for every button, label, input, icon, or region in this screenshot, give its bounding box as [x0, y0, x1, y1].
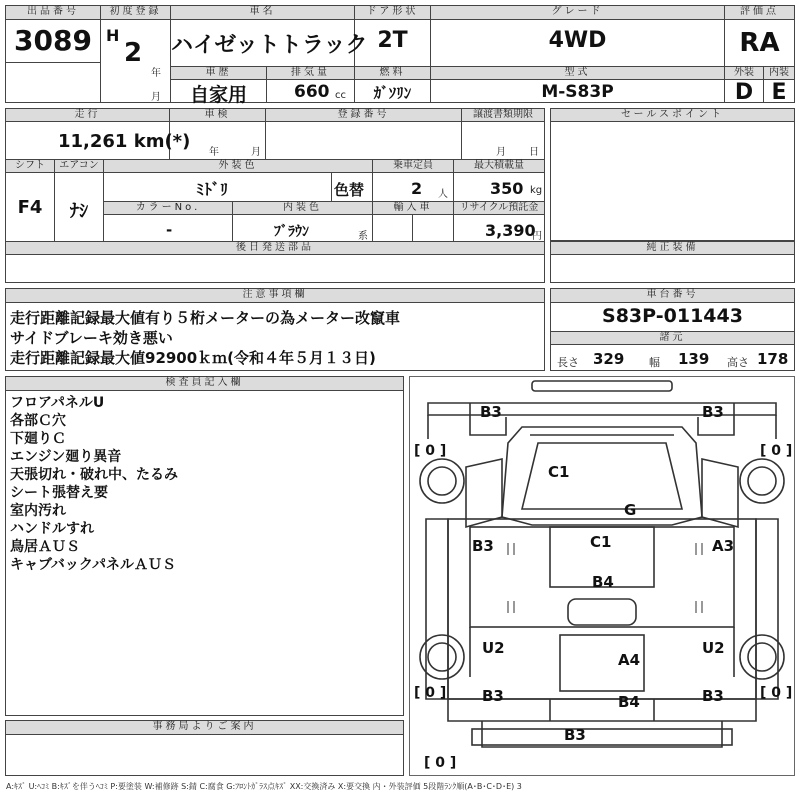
mark-rear-left-side: U2 [482, 639, 505, 657]
displacement-label: 排気量 [267, 67, 354, 80]
tire-rear-right: [ 0 ] [760, 685, 793, 701]
shift: F4 [17, 197, 43, 218]
door-label: ドア形状 [355, 6, 430, 20]
mark-bed-floor: A4 [618, 651, 641, 669]
sales-point-box [550, 108, 795, 241]
top-block [5, 5, 795, 106]
import-label: 輸入車 [373, 202, 453, 215]
era-letter: H [106, 26, 120, 45]
car-name-label: 車名 [171, 6, 354, 20]
shift-label: シフト [6, 160, 54, 173]
note-line-3: 走行距離記録最大値92900ｋｍ(令和４年５月１３日) [10, 349, 376, 367]
mark-roof: C1 [590, 533, 612, 551]
exterior-label: 外装 [725, 67, 763, 80]
interior-color: ﾌﾞﾗｳﾝ [274, 224, 309, 240]
note-line-1: 走行距離記録最大値有り５桁メーターの為メーター改竄車 [10, 309, 401, 327]
mark-rear-bumper: B3 [564, 726, 586, 744]
transfer-day-unit: 日 [529, 147, 539, 158]
exterior-grade: D [734, 80, 754, 105]
genuine-equipment-label: 純正装備 [551, 242, 794, 255]
interior-color-unit: 系 [358, 231, 368, 242]
inspector-line-1: フロアパネルU [10, 395, 105, 411]
inspector-line-9: 鳥居ＡＵＳ [10, 539, 80, 555]
damage-diagram-box [409, 376, 795, 776]
max-load-label: 最大積載量 [454, 160, 544, 173]
mark-cab-front: C1 [548, 463, 570, 481]
capacity-unit: 人 [438, 189, 448, 200]
inspector-line-2: 各部Ｃ穴 [10, 413, 66, 429]
mark-bed-left: B3 [472, 537, 494, 555]
year-unit: 年 [151, 68, 161, 79]
lot-number-label: 出品番号 [6, 6, 100, 20]
interior-grade: E [771, 80, 787, 105]
dimensions-label: 諸元 [551, 332, 794, 345]
length: 329 [593, 350, 625, 368]
grade: 4WD [548, 28, 607, 53]
width-label: 幅 [649, 356, 660, 369]
length-label: 長さ [557, 356, 579, 369]
inspector-line-4: エンジン廻り異音 [10, 449, 122, 465]
inspector-line-5: 天張切れ・破れ中、たるみ [10, 467, 178, 483]
exterior-color: ﾐﾄﾞﾘ [196, 180, 229, 199]
transfer-month-unit: 月 [496, 147, 506, 158]
mark-bed-right: A3 [712, 537, 735, 555]
inspector-line-10: キャブバックパネルＡＵＳ [10, 557, 177, 573]
inspector-line-3: 下廻りＣ [10, 431, 66, 447]
legend-footer: A:ｷｽﾞ U:ﾍｺﾐ B:ｷｽﾞを伴うﾍｺﾐ P:要塗装 W:補修跡 S:錆 C:腐食 G:ﾌﾛﾝﾄｶﾞﾗｽ点ｷｽﾞ XX:交換済み X:要交換 内・外装評価 5段階ﾗﾝｸ順(A･B･C･D･E) 3 [6, 782, 522, 791]
fuel-label: 燃料 [355, 67, 430, 80]
score: RA [739, 28, 780, 58]
cc-unit: cc [335, 90, 346, 101]
color-number: - [166, 221, 173, 239]
capacity-label: 乗車定員 [373, 160, 453, 173]
month-unit: 月 [151, 92, 161, 103]
history: 自家用 [189, 84, 247, 106]
displacement: 660 [294, 82, 330, 102]
mark-rear-right: B3 [702, 687, 724, 705]
max-load: 350 [490, 179, 524, 198]
recycle-deposit-label: リサイクル預託金 [454, 202, 544, 215]
mid-block [5, 108, 545, 283]
mark-tailgate: B4 [618, 693, 640, 711]
aircon-label: エアコン [55, 160, 103, 173]
chassis-box [550, 288, 795, 371]
lot-number: 3089 [14, 24, 92, 57]
mark-bed-center: B4 [592, 573, 614, 591]
tire-spare: [ 0 ] [424, 755, 457, 771]
color-change: 色替 [334, 181, 365, 199]
transfer-deadline-label: 譲渡書類期限 [462, 109, 544, 122]
car-name: ハイゼットトラック [171, 33, 368, 58]
registration-year: 2 [124, 38, 143, 68]
inspection-label: 車検 [170, 109, 265, 122]
color-number-label: カラーNo. [104, 202, 232, 215]
model: M-S83P [541, 82, 614, 102]
inspector-box [5, 376, 404, 716]
inspection-month-unit: 月 [251, 147, 261, 158]
office-box [5, 720, 404, 776]
notes-label: 注意事項欄 [6, 289, 544, 303]
genuine-equipment-box [550, 241, 795, 283]
max-load-unit: kg [530, 185, 543, 196]
exterior-color-label: 外装色 [104, 160, 372, 173]
note-line-2: サイドブレーキ効き悪い [10, 329, 173, 347]
registration-number-label: 登録番号 [266, 109, 461, 122]
history-label: 車歴 [171, 67, 266, 80]
capacity: 2 [411, 179, 423, 198]
mark-rear-left: B3 [482, 687, 504, 705]
inspector-label: 検査員記入欄 [6, 377, 403, 391]
inspection-year-unit: 年 [209, 147, 219, 158]
score-label: 評価点 [725, 6, 794, 20]
chassis-number-label: 車台番号 [551, 289, 794, 303]
notes-box [5, 288, 545, 371]
inspector-line-7: 室内汚れ [10, 503, 66, 519]
recycle-unit: 円 [532, 231, 542, 242]
mileage-label: 走行 [6, 109, 169, 122]
inspector-line-6: シート張替え要 [10, 485, 108, 501]
height: 178 [757, 350, 789, 368]
sales-point-label: セールスポイント [551, 109, 794, 122]
first-registration-label: 初度登録 [101, 6, 170, 20]
model-label: 型式 [431, 67, 724, 80]
recycle-deposit: 3,390 [485, 221, 536, 240]
fuel: ｶﾞｿﾘﾝ [373, 84, 412, 102]
mark-front-left: B3 [480, 403, 502, 421]
mark-rear-right-side: U2 [702, 639, 725, 657]
tire-front-left: [ 0 ] [414, 443, 447, 459]
interior-label: 内装 [764, 67, 794, 80]
chassis-number: S83P-011443 [602, 305, 743, 327]
later-parts-label: 後日発送部品 [6, 242, 544, 255]
tire-rear-left: [ 0 ] [414, 685, 447, 701]
tire-front-right: [ 0 ] [760, 443, 793, 459]
office-label: 事務局よりご案内 [6, 721, 403, 735]
grade-label: グレード [431, 6, 724, 20]
mileage: 11,261 km(*) [58, 131, 191, 152]
door-type: 2T [377, 28, 408, 53]
aircon: ﾅｼ [70, 201, 88, 222]
mark-front-right: B3 [702, 403, 724, 421]
width: 139 [678, 350, 710, 368]
inspector-line-8: ハンドルすれ [10, 521, 94, 537]
mark-windshield: G [624, 501, 637, 519]
interior-color-label: 内装色 [233, 202, 372, 215]
height-label: 高さ [727, 356, 749, 369]
